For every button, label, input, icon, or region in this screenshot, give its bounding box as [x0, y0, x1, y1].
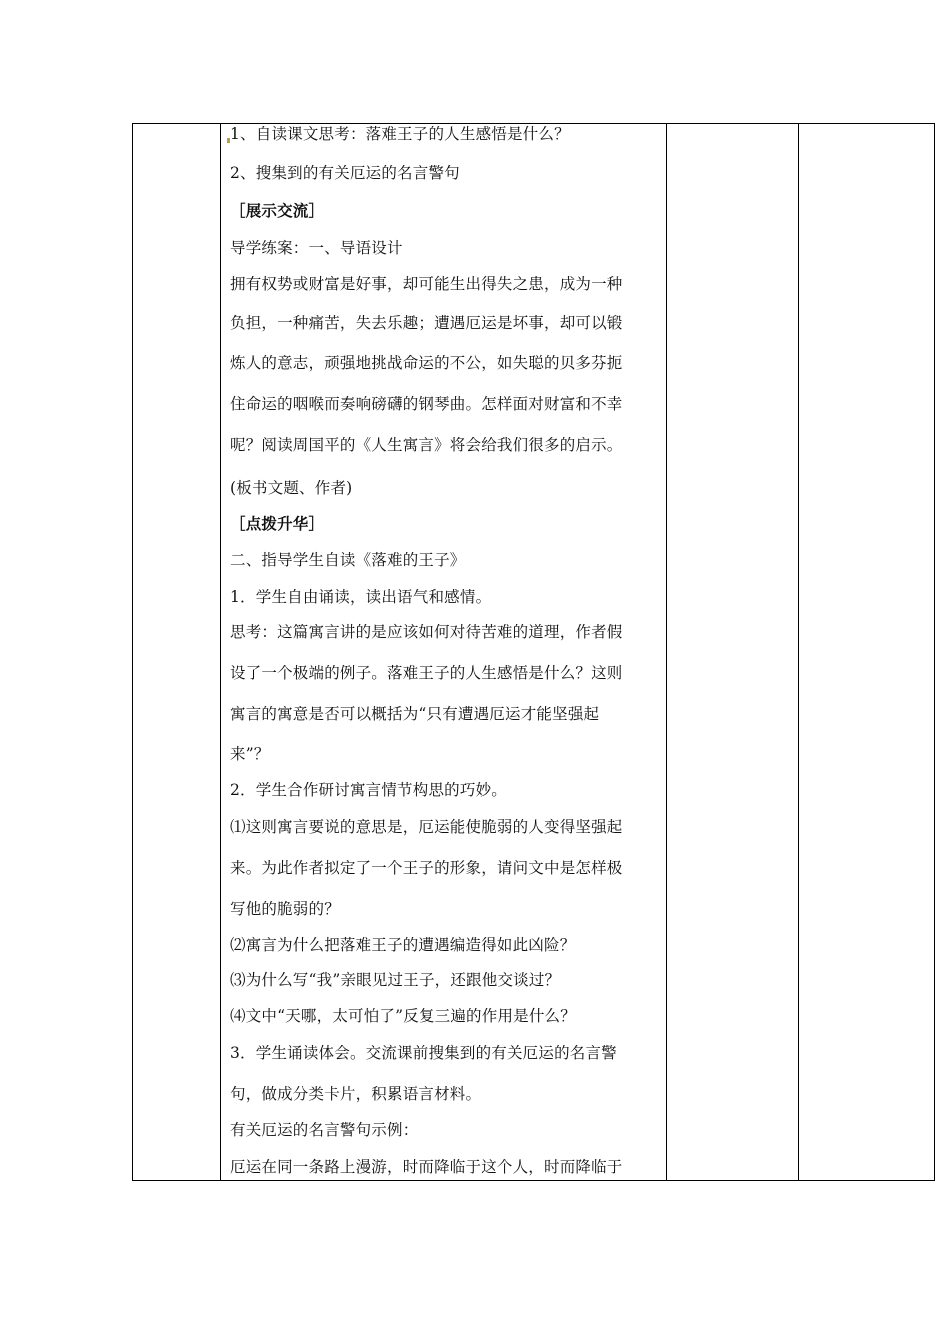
text-line: 住命运的咽喉而奏响磅礴的钢琴曲。怎样面对财富和不幸 — [230, 395, 623, 413]
text-line: 有关厄运的名言警句示例： — [230, 1121, 419, 1139]
text-line: 二、指导学生自读《落难的王子》 — [230, 551, 466, 569]
text-line: ⑶为什么写“我”亲眼见过王子，还跟他交谈过？ — [230, 971, 561, 989]
text-line: 2、搜集到的有关厄运的名言警句 — [230, 164, 460, 182]
lesson-content-cell — [221, 124, 667, 1181]
lesson-content — [221, 124, 666, 1180]
text-line: 拥有权势或财富是好事，却可能生出得失之患，成为一种 — [230, 275, 623, 293]
text-line: ⑴这则寓言要说的意思是，厄运能使脆弱的人变得坚强起 — [230, 818, 623, 836]
text-line: 来。为此作者拟定了一个王子的形象，请问文中是怎样极 — [230, 859, 623, 877]
blank-cell-4 — [799, 124, 935, 1181]
blank-left-cell — [133, 124, 221, 1181]
text-line: 句，做成分类卡片，积累语言材料。 — [230, 1085, 482, 1103]
text-line: 设了一个极端的例子。落难王子的人生感悟是什么？这则 — [230, 664, 623, 682]
text-line: 思考：这篇寓言讲的是应该如何对待苦难的道理，作者假 — [230, 623, 623, 641]
table-row — [133, 124, 935, 1181]
text-line: 呢？阅读周国平的《人生寓言》将会给我们很多的启示。 — [230, 436, 623, 454]
text-line: 炼人的意志，顽强地挑战命运的不公，如失聪的贝多芬扼 — [230, 354, 623, 372]
text-line: ⑷文中“天哪，太可怕了”反复三遍的作用是什么？ — [230, 1007, 576, 1025]
text-line: 寓言的寓意是否可以概括为“只有遭遇厄运才能坚强起 — [230, 705, 600, 723]
lesson-plan-table — [132, 123, 935, 1181]
text-line: 2．学生合作研讨寓言情节构思的巧妙。 — [230, 781, 507, 799]
section-heading: ［点拨升华］ — [230, 514, 325, 533]
text-line: 导学练案：一、导语设计 — [230, 239, 403, 257]
text-line: 来”？ — [230, 745, 270, 763]
text-line: 负担，一种痛苦，失去乐趣；遭遇厄运是坏事，却可以锻 — [230, 314, 623, 332]
blank-cell-3 — [667, 124, 799, 1181]
section-heading: ［展示交流］ — [230, 201, 325, 220]
text-line: 1．学生自由诵读，读出语气和感情。 — [230, 588, 492, 606]
text-line: ⑵寓言为什么把落难王子的遭遇编造得如此凶险？ — [230, 936, 576, 954]
text-line: 厄运在同一条路上漫游，时而降临于这个人，时而降临于 — [230, 1158, 623, 1176]
text-line: 3．学生诵读体会。交流课前搜集到的有关厄运的名言警 — [230, 1044, 617, 1062]
text-line: 1、自读课文思考：落难王子的人生感悟是什么？ — [230, 125, 570, 143]
text-line: 写他的脆弱的？ — [230, 900, 340, 918]
text-line: (板书文题、作者) — [230, 479, 353, 497]
